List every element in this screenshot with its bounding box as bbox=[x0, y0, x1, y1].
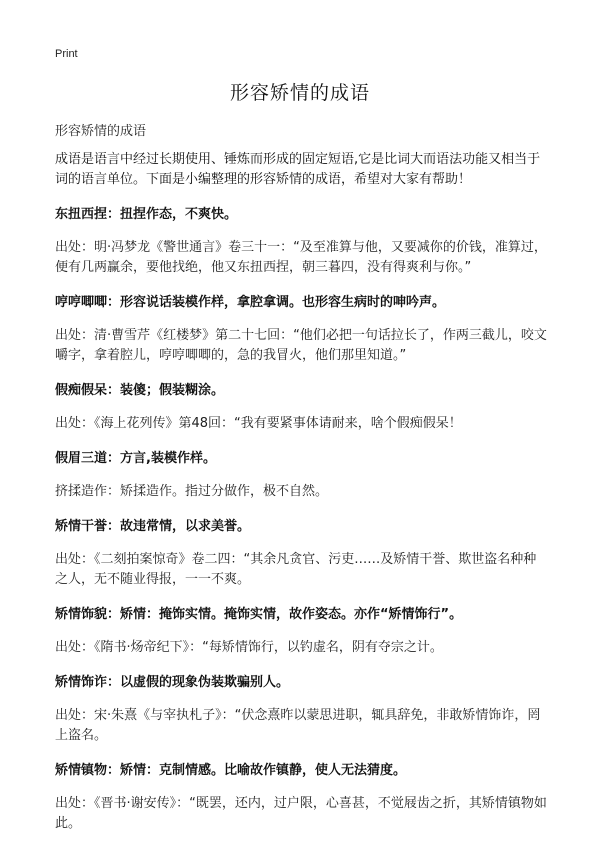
idiom-source: 出处：《晋书·谢安传》：“既罢，还内，过户限，心喜甚，不觉屐齿之折，其矫情镇物如此。 bbox=[55, 796, 547, 831]
idiom-heading: 假痴假呆：装傻；假装糊涂。 bbox=[55, 383, 225, 398]
page-title: 形容矫情的成语 bbox=[229, 82, 370, 104]
intro-paragraph: 成语是语言中经过长期使用、锤炼而形成的固定短语,它是比词大而语法功能又相当于词的语言单位。下面是小编整理的形容矫情的成语，希望对大家有帮助！ bbox=[55, 152, 541, 187]
idiom-heading: 矫情饰诈：以虚假的现象伪装欺骗别人。 bbox=[55, 675, 290, 690]
print-link[interactable]: Print bbox=[55, 48, 78, 60]
idiom-heading: 矫情镇物：矫情：克制情感。比喻故作镇静，使人无法猜度。 bbox=[55, 763, 407, 778]
article-content bbox=[55, 150, 548, 849]
idiom-source: 出处：清·曹雪芹《红楼梦》第二十七回：“他们必把一句话拉长了，作两三截儿，咬文嚼字，拿着腔儿，哼哼唧唧的，急的我冒火，他们那里知道。” bbox=[55, 328, 547, 363]
idiom-heading: 矫情干誉：故违常情，以求美誉。 bbox=[55, 519, 251, 534]
idiom-source: 出处：《海上花列传》第48回：“我有要紧事体请耐来，啥个假痴假呆！ bbox=[55, 416, 462, 431]
idiom-heading: 东扭西捏：扭捏作态，不爽快。 bbox=[55, 207, 238, 222]
idiom-source: 出处：《二刻拍案惊奇》卷二四：“其余凡贪官、污吏……及矫情干誉、欺世盗名种种之人，无不随业得报，一一不爽。 bbox=[55, 552, 537, 587]
subtitle: 形容矫情的成语 bbox=[55, 124, 147, 139]
idiom-source: 出处：宋·朱熹《与宰执札子》：“伏念熹昨以蒙思进职，辄具辞免，非敢矫情饰诈，罔上盗名。 bbox=[55, 708, 541, 743]
idiom-heading: 哼哼唧唧：形容说话装模作样，拿腔拿调。也形容生病时的呻吟声。 bbox=[55, 295, 446, 310]
idiom-heading: 矫情饰貌：矫情：掩饰实情。掩饰实情，故作姿态。亦作“矫情饰行”。 bbox=[55, 607, 463, 622]
idiom-heading: 假眉三道：方言,装模作样。 bbox=[55, 451, 216, 466]
idiom-source: 出处：明·冯梦龙《警世通言》卷三十一：“及至准算与他，又要减你的价钱，准算过，便有几两赢余，要他找绝，他又东扭西捏，朝三暮四，没有得爽利与你。” bbox=[55, 240, 547, 275]
idiom-source: 挤揉造作：矫揉造作。指过分做作，极不自然。 bbox=[55, 484, 329, 499]
idiom-source: 出处：《隋书·炀帝纪下》：“每矫情饰行，以钓虚名，阴有夺宗之计。 bbox=[55, 640, 443, 655]
